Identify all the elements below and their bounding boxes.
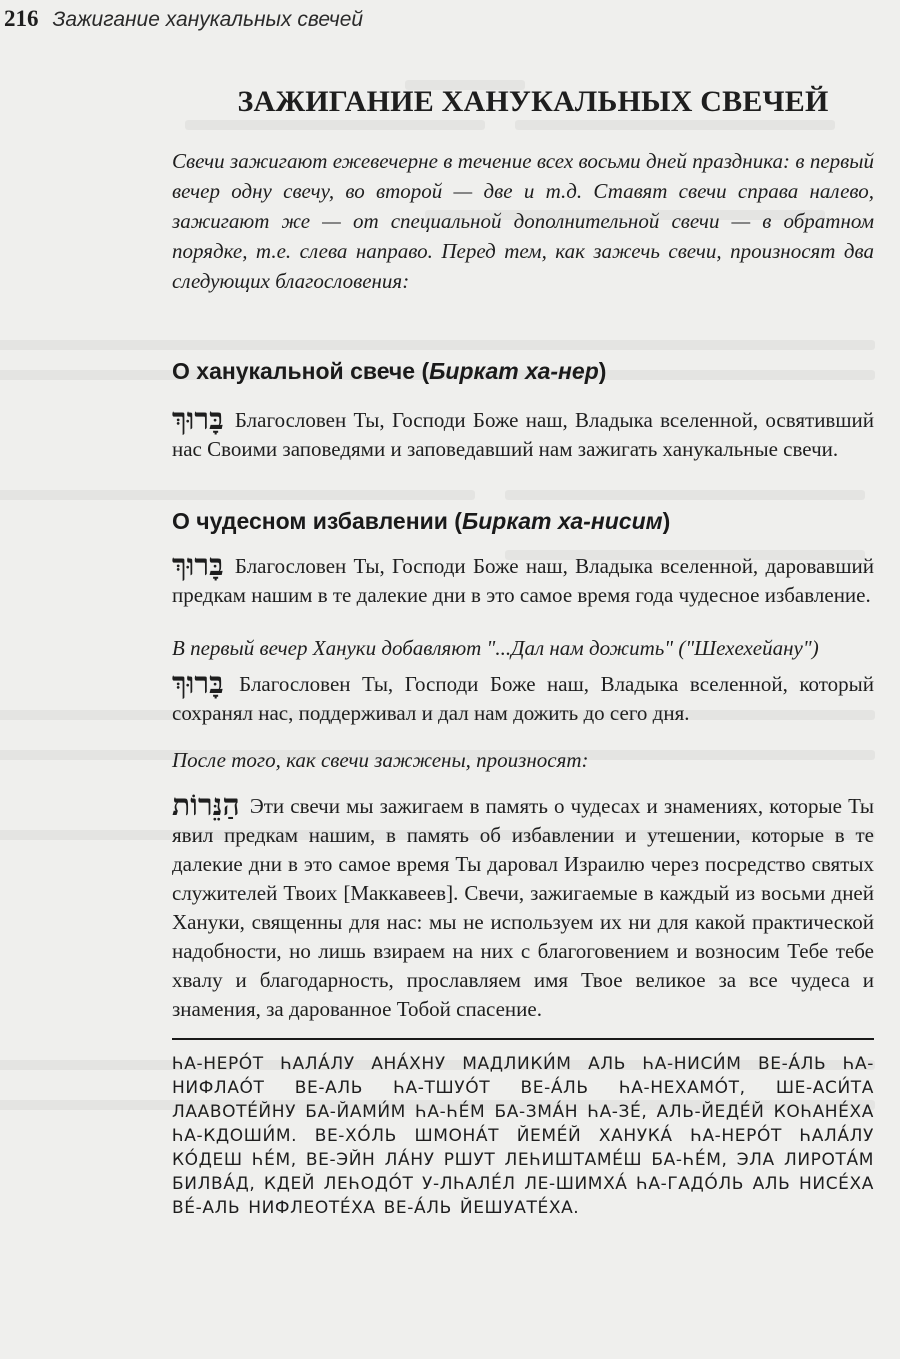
hebrew-word-baruch: בָּרוּךְ xyxy=(172,666,224,701)
heading-italic: Биркат ха-нер xyxy=(429,358,599,384)
hebrew-word-hanerot: הַנֵּרוֹת xyxy=(172,788,240,823)
heading-italic: Биркат ха-нисим xyxy=(461,508,663,534)
blessing-text: Благословен Ты, Господи Боже наш, Владыка вселенной, который сохранял нас, поддерживал и дал нам дожить до сего дня. xyxy=(172,672,875,725)
hanerot-text: Эти свечи мы зажигаем в память о чудесах и знамениях, которые Ты явил предкам нашим, в память об избавлении и утешении, которые в те далекие дни в это самое время Ты даровал Израилю через посредство святых служителей Твоих [Маккавеев]. Свечи, зажигаемые в каждый из восьми дней Хануки, священны для нас: мы не используем их ни для какой практической надобности, но лишь взираем на них с благоговением и возносим Тебе тебе хвалу и благодарность, прославляем имя Твое великое за все чудеса и знамения, за дарованное Тобой спасение. xyxy=(172,794,874,1021)
hanerot-halalu-translation xyxy=(172,788,874,1024)
intro-instructions: Свечи зажигают ежевечерне в течение всех восьми дней праздника: в первый вечер одну свечу, во второй — две и т.д. Ставят свечи справа налево, зажигают же — от специальной дополнительной свечи — в обратном порядке, т.е. слева направо. Перед тем, как зажечь свечи, произносят два следующих благословения: xyxy=(172,149,874,293)
blessing-text: Благословен Ты, Господи Боже наш, Владыка вселенной, освятивший нас Своими заповедями и заповедавший нам зажигать ханукальные свечи. xyxy=(172,408,874,461)
main-title: ЗАЖИГАНИЕ ХАНУКАЛЬНЫХ СВЕЧЕЙ xyxy=(237,85,829,118)
page-content xyxy=(172,82,874,1220)
section-heading-birkat-ha-ner xyxy=(172,356,874,386)
blessing-shehecheyanu xyxy=(172,666,875,728)
divider-rule xyxy=(172,1038,874,1040)
running-title: Зажигание ханукальных свечей xyxy=(52,8,364,31)
page-number: 216 xyxy=(4,6,39,31)
heading-close: ) xyxy=(598,358,607,384)
blessing-birkat-ha-ner xyxy=(172,402,874,464)
section-heading-birkat-ha-nisim xyxy=(172,506,874,536)
heading-text: О ханукальной свече ( xyxy=(172,358,430,384)
blessing-text: Благословен Ты, Господи Боже наш, Владыка вселенной, даровавший предкам нашим в те далекие дни в это самое время года чудесное избавление. xyxy=(172,554,874,607)
hebrew-word-baruch: בָּרוּךְ xyxy=(172,548,224,583)
hebrew-word-baruch: בָּרוּךְ xyxy=(172,402,224,437)
blessing-birkat-ha-nisim xyxy=(172,548,874,610)
note-shehecheyanu: В первый вечер Хануки добавляют "...Дал нам дожить" ("Шехехейану") xyxy=(172,636,819,660)
note-after-lighting: После того, как свечи зажжены, произносят: xyxy=(172,748,589,772)
heading-close: ) xyxy=(662,508,671,534)
heading-text: О чудесном избавлении ( xyxy=(172,508,462,534)
transliteration-hanerot-halalu: ҺА-НЕРО́Т ҺАЛА́ЛУ АНА́ХНУ МАДЛИКИ́М АЛЬ ҺА-НИСИ́М ВЕ-А́ЛЬ ҺА-НИФЛАО́Т ВЕ-АЛЬ ҺА-ТШУО́Т ВЕ-А́ЛЬ ҺА-НЕХАМО́Т, ШЕ-АСИ́ТА ЛААВОТЕ́ЙНУ БА-ЙАМИ́М ҺА-ҺЕ́М БА-ЗМА́Н ҺА-ЗЕ́, АЛЬ-ЙЕДЕ́Й КОҺАНЕ́ХА ҺА-КДОШИ́М. ВЕ-ХО́ЛЬ ШМОНА́Т ЙЕМЕ́Й ХАНУКА́ ҺА-НЕРО́Т ҺАЛА́ЛУ КО́ДЕШ ҺЕ́М, ВЕ-ЭЙН ЛА́НУ РШУТ ЛЕҺИШТАМЕ́Ш БА-ҺЕ́М, ЭЛА ЛИРОТА́М БИЛВА́Д, КДЕЙ ЛЕҺОДО́Т У-ЛҺАЛЕ́Л ЛЕ-ШИМХА́ ҺА-ГАДО́ЛЬ АЛЬ НИСЕ́ХА ВЕ́-АЛЬ НИФЛЕОТЕ́ХА ВЕ-А́ЛЬ ЙЕШУАТЕ́ХА. xyxy=(172,1054,874,1218)
running-head xyxy=(4,6,363,36)
